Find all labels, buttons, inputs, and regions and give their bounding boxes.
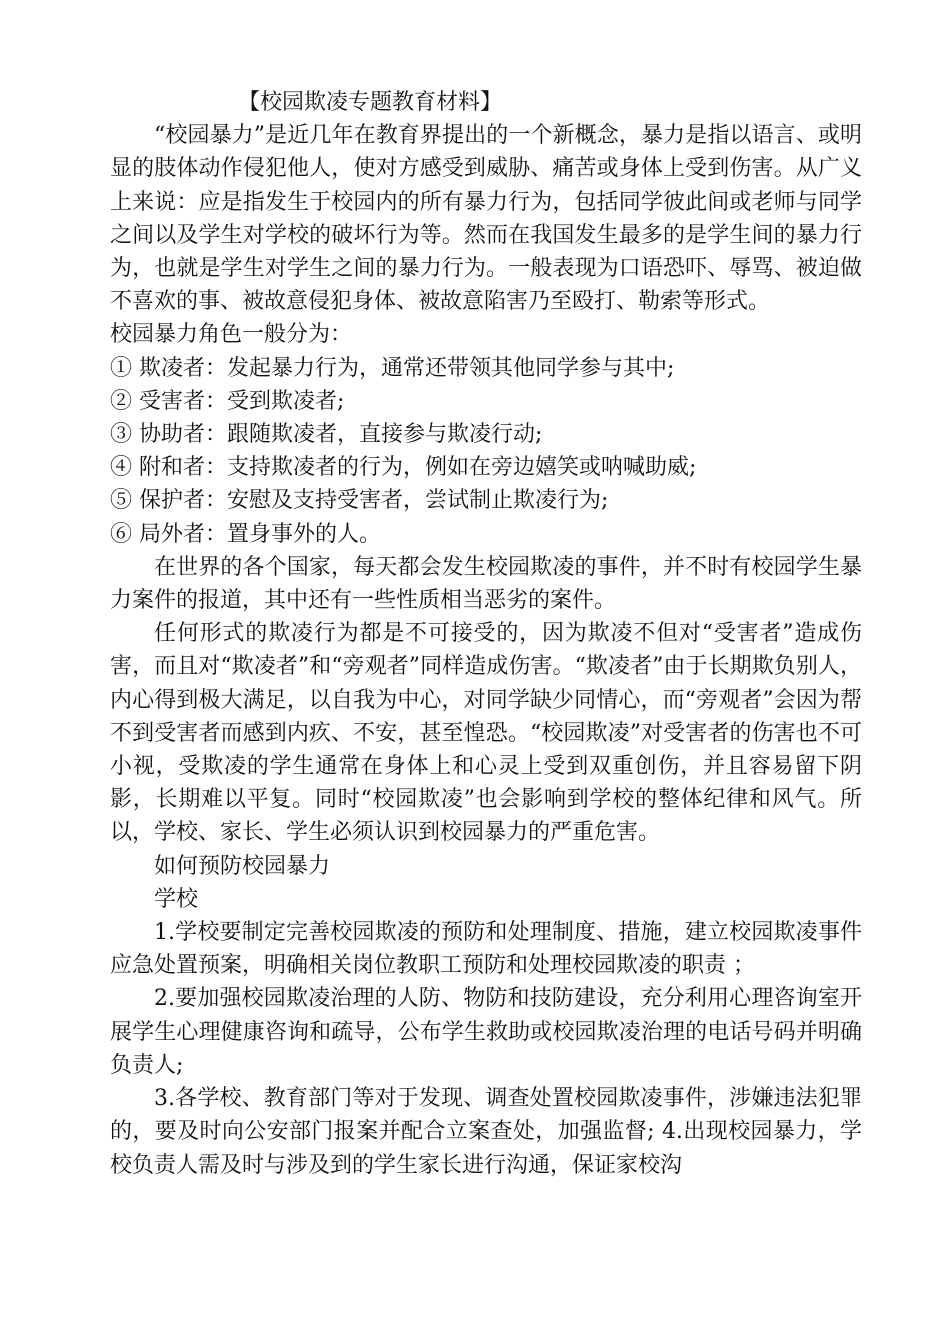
role-item-victim: ② 受害者：受到欺凌者; xyxy=(110,388,345,414)
role-item-supporter: ④ 附和者：支持欺凌者的行为，例如在旁边嬉笑或呐喊助威; xyxy=(110,455,697,481)
school-heading: 学校 xyxy=(154,886,199,912)
document-page xyxy=(110,86,862,1182)
document-title: 【校园欺凌专题教育材料】 xyxy=(238,90,503,115)
role-item-bully: ① 欺凌者：发起暴力行为，通常还带领其他同学参与其中; xyxy=(110,355,675,381)
role-item-protector: ⑤ 保护者：安慰及支持受害者，尝试制止欺凌行为; xyxy=(110,488,609,514)
role-item-bystander: ⑥ 局外者：置身事外的人。 xyxy=(110,521,381,547)
school-item-1: 1.学校要制定完善校园欺凌的预防和处理制度、措施，建立校园欺凌事件应急处置预案，明确相关岗位教职工预防和处理校园欺凌的职责 ； xyxy=(110,920,862,979)
harm-paragraph: 任何形式的欺凌行为都是不可接受的，因为欺凌不但对“受害者”造成伤害，而且对“欺凌者”和“旁观者”同样造成伤害。“欺凌者”由于长期欺负别人，内心得到极大满足，以自我为中心，对同学缺少同情心，而“旁观者”会因为帮不到受害者而感到内疚、不安，甚至惶恐。“校园欺凌”对受害者的伤害也不可小视，受欺凌的学生通常在身体上和心灵上受到双重创伤，并且容易留下阴影，长期难以平复。同时“校园欺凌”也会影响到学校的整体纪律和风气。所以，学校、家长、学生必须认识到校园暴力的严重危害。 xyxy=(110,621,862,846)
roles-heading: 校园暴力角色一般分为： xyxy=(110,322,353,348)
world-paragraph: 在世界的各个国家，每天都会发生校园欺凌的事件，并不时有校园学生暴力案件的报道，其中还有一些性质相当恶劣的案件。 xyxy=(110,554,862,614)
school-item-3-4 xyxy=(110,1082,862,1182)
role-item-assistant: ③ 协助者：跟随欺凌者，直接参与欺凌行动; xyxy=(110,422,543,448)
school-item-3: 3.各学校、教育部门等对于发现、调查处置校园欺凌事件，涉嫌违法犯罪的，要及时向公安部门报案并配合立案查处，加强监督; xyxy=(110,1086,862,1145)
school-item-2: 2.要加强校园欺凌治理的人防、物防和技防建设，充分利用心理咨询室开展学生心理健康咨询和疏导，公布学生救助或校园欺凌治理的电话号码并明确负责人; xyxy=(110,986,862,1078)
prevention-heading: 如何预防校园暴力 xyxy=(154,853,331,879)
intro-paragraph: “校园暴力”是近几年在教育界提出的一个新概念，暴力是指以语言、或明显的肢体动作侵犯他人，使对方感受到威胁、痛苦或身体上受到伤害。从广义上来说：应是指发生于校园内的所有暴力行为，包括同学彼此间或老师与同学之间以及学生对学校的破坏行为等。然而在我国发生最多的是学生间的暴力行为，也就是学生对学生之间的暴力行为。一般表现为口语恐吓、辱骂、被迫做不喜欢的事、被故意侵犯身体、被故意陷害乃至殴打、勒索等形式。 xyxy=(110,123,862,315)
school-item-4: 4.出现校园暴力，学校负责人需及时与涉及到的学生家长进行沟通，保证家校沟 xyxy=(110,1119,862,1178)
